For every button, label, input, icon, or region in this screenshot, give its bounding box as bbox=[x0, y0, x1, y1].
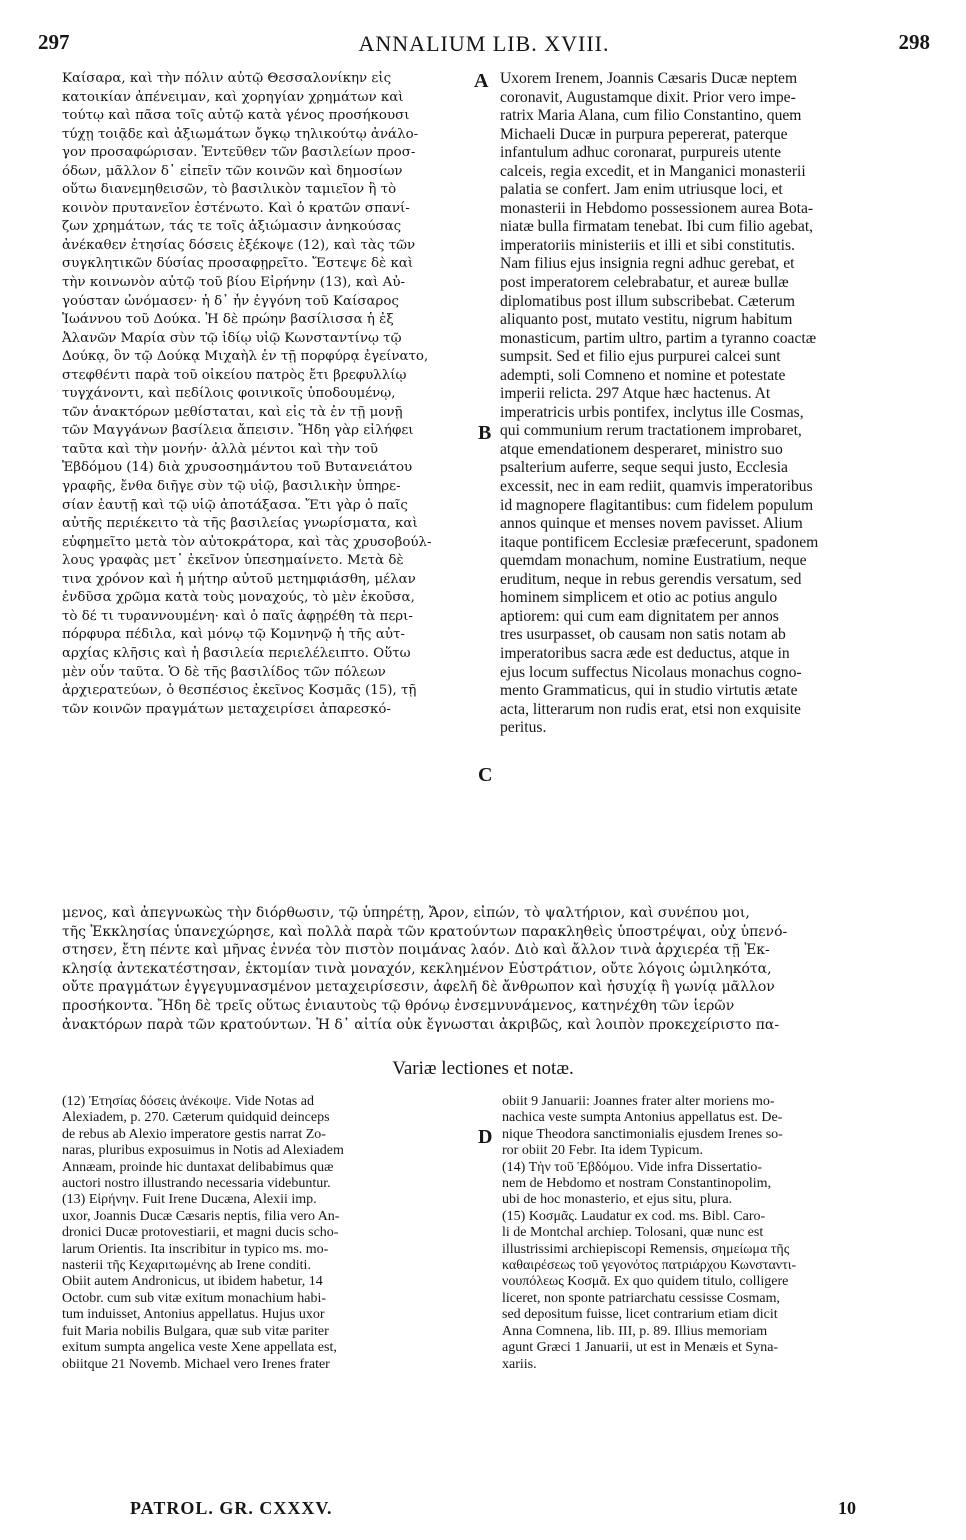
note-line: nasterii τῆς Κεχαριτωμένης ab Irene conditi. bbox=[62, 1258, 311, 1274]
greek-full-width-line: ἀνακτόρων παρὰ τῶν κρατούντων. Ἡ δ᾽ αἰτία οὐκ ἔγνωσται ἀκριβῶς, καὶ λοιπὸν προκεχείριστο πα- bbox=[62, 1016, 780, 1033]
greek-text-line: Ἰωάννου τοῦ Δούκα. Ἡ δὲ πρώην βασίλισσα ἡ ἐξ bbox=[62, 312, 394, 328]
latin-text-line: Nam filius ejus insignia regni adhuc gerebat, et bbox=[500, 255, 795, 273]
note-line: Obiit autem Andronicus, ut ibidem habetur, 14 bbox=[62, 1274, 323, 1290]
greek-full-width-line: κλησίᾳ ἀντεκατέστησαν, ἐκτομίαν τινὰ μοναχόν, κεκλημένον Εὐστράτιον, οὔτε λόγοις ὡμιληκότα, bbox=[62, 960, 772, 977]
notes-left-column bbox=[62, 1094, 474, 1484]
latin-text-line: excessit, nec in eam rediit, quamvis imperatoribus bbox=[500, 478, 813, 496]
greek-text-line: Ἑβδόμου (14) διὰ χρυσοσημάντου τοῦ Βυτανειάτου bbox=[62, 460, 413, 476]
note-line: Anna Comnena, lib. III, p. 89. Illius memoriam bbox=[502, 1323, 768, 1339]
note-line: exitum sumpta angelica veste Xene appellata est, bbox=[62, 1340, 337, 1356]
latin-text-column bbox=[500, 70, 930, 905]
latin-text-line: imperatoribus sacra æde est deductus, atque in bbox=[500, 644, 790, 662]
greek-text-line: ἀνέκαθεν ἐτησίας δόσεις ἐξέκοψε (12), καὶ τὰς τῶν bbox=[62, 237, 416, 253]
latin-text-line: tres usurpasset, ob causam non satis notam ab bbox=[500, 626, 786, 644]
latin-text-line: peritus. bbox=[500, 719, 547, 737]
latin-text-line: calceis, regia excedit, et in Manganici monasterii bbox=[500, 162, 806, 180]
latin-text-line: itaque pontificem Ecclesiæ præfecerunt, spadonem bbox=[500, 533, 819, 551]
section-marker-b: B bbox=[478, 422, 492, 444]
greek-full-width-line: οὔτε πραγμάτων ἐγγεγυμνασμένον μεταχειρίσεσιν, ἀφελῆ δὲ ἄνθρωπον καὶ ἡσυχίᾳ ἢ γωνίᾳ μᾶλλον bbox=[62, 979, 775, 996]
notes-heading: Variæ lectiones et notæ. bbox=[392, 1058, 574, 1079]
footer-signature: 10 bbox=[838, 1498, 856, 1518]
greek-text-line: γον προσαφώρισαν. Ἐντεῦθεν τῶν βασιλείων προσ- bbox=[62, 145, 416, 161]
note-line: liceret, non sponte patriarchatu cessisse Cosmam, bbox=[502, 1290, 780, 1306]
latin-text-line: monasticum, partim ultro, partim a tyranno coactæ bbox=[500, 329, 817, 347]
greek-full-width-text bbox=[62, 904, 932, 1034]
note-line: Annæam, proinde hic duntaxat delibabimus quæ bbox=[62, 1159, 334, 1175]
greek-text-line: τύχῃ τοιᾷδε καὶ ἀξιωμάτων ὄγκῳ τηλικούτῳ ἀνάλο- bbox=[62, 126, 419, 142]
greek-text-line: γραφῆς, ἔνθα διῆγε σὺν τῷ υἱῷ, βασιλικὴν ὑπηρε- bbox=[62, 479, 401, 495]
latin-text-line: imperii relicta. 297 Atque hæc hactenus. At bbox=[500, 385, 771, 403]
note-line: obiit 9 Januarii: Joannes frater alter moriens mo- bbox=[502, 1094, 775, 1109]
greek-text-line: αρχίας κλῆσις καὶ ἡ βασιλεία περιελέλειπτο. Οὕτω bbox=[62, 645, 411, 661]
greek-text-line: Ἀλανῶν Μαρία σὺν τῷ ἰδίῳ υἱῷ Κωνσταντίνῳ τῷ bbox=[62, 330, 402, 346]
latin-text-line: post imperatorem celebrabatur, et aureæ bullæ bbox=[500, 274, 789, 292]
note-line: Octobr. cum sub vitæ exitum monachium habi- bbox=[62, 1290, 327, 1306]
note-line: naras, pluribus exposuimus in Notis ad Alexiadem bbox=[62, 1143, 344, 1159]
greek-text-line: ἐνδῦσα χρῶμα κατὰ τοὺς μοναχούς, τὸ μὲν ἑκοῦσα, bbox=[62, 590, 415, 606]
latin-text-line: aptiorem: qui cum eam dignitatem per annos bbox=[500, 607, 779, 625]
latin-text-line: Uxorem Irenem, Joannis Cæsaris Ducæ neptem bbox=[500, 70, 798, 87]
note-line: fuit Maria nobilis Bulgara, quæ sub vitæ pariter bbox=[62, 1323, 329, 1339]
greek-text-line: ἀρχιερατεύων, ὁ θεσπέσιος ἐκεῖνος Κοσμᾶς (15), τῇ bbox=[62, 683, 417, 699]
greek-text-line: σίαν ἑαυτῇ καὶ τῷ υἱῷ ἀποτάξασα. Ἔτι γὰρ ὁ παῖς bbox=[62, 497, 408, 513]
note-line: illustrissimi archiepiscopi Remensis, σημείωμα τῆς bbox=[502, 1241, 790, 1257]
note-line: auctori nostro illustrando necessaria videbuntur. bbox=[62, 1176, 331, 1192]
notes-right-column bbox=[502, 1094, 930, 1484]
note-line: larum Orientis. Ita inscribitur in typico ms. mo- bbox=[62, 1241, 329, 1257]
latin-text-line: quemdam monachum, nomine Eustratium, neque bbox=[500, 552, 807, 570]
note-line: dronici Ducæ protovestiarii, et magni ducis scho- bbox=[62, 1225, 339, 1241]
latin-text-line: imperatricis urbis pontifex, inclytus ille Cosmas, bbox=[500, 403, 804, 421]
greek-text-line: τινα χρόνον καὶ ἡ μήτηρ αὐτοῦ μετημφιάσθη, μέλαν bbox=[62, 571, 416, 587]
greek-text-line: τυγχάνοντι, καὶ πεδίλοις φοινικοῖς ὑποδουμένῳ, bbox=[62, 386, 396, 402]
greek-text-line: γούσταν ὠνόμασεν· ἡ δ᾽ ἦν ἐγγόνη τοῦ Καίσαρος bbox=[62, 293, 399, 309]
latin-text-line: imperatoriis ministeriis et illi et sibi constitutis. bbox=[500, 236, 795, 254]
greek-text-line: τῶν Μαγγάνων βασίλεια ἄπεισιν. Ἤδη γὰρ εἰλήφει bbox=[62, 423, 414, 439]
greek-text-line: κατοικίαν ἀπένειμαν, καὶ χορηγίαν χρημάτων καὶ bbox=[62, 89, 404, 105]
note-line: ubi de hoc monasterio, et ejus situ, plura. bbox=[502, 1192, 733, 1208]
greek-text-line: ζων χρημάτων, τάς τε τοῖς ἀξιώμασιν ἀνηκούσας bbox=[62, 219, 402, 235]
note-line: nique Theodora sanctimonialis ejusdem Irenes so- bbox=[502, 1126, 783, 1142]
running-title: ANNALIUM LIB. XVIII. bbox=[358, 31, 610, 56]
note-line: agunt Græci 1 Januarii, ut est in Menæis et Syna- bbox=[502, 1340, 779, 1356]
greek-text-line: τῶν ἀνακτόρων μεθίσταται, καὶ εἰς τὰ ἐν τῇ μονῇ bbox=[62, 404, 403, 420]
greek-text-line: Δούκᾳ, ὃν τῷ Δούκᾳ Μιχαὴλ ἐν τῇ πορφύρᾳ ἐγείνατο, bbox=[62, 349, 429, 365]
greek-text-line: Καίσαρα, καὶ τὴν πόλιν αὐτῷ Θεσσαλονίκην εἰς bbox=[62, 71, 392, 86]
latin-text-line: aliquanto post, mutato vestitu, nigrum habitum bbox=[500, 311, 793, 329]
greek-text-line: πόρφυρα πέδιλα, καὶ μόνῳ τῷ Κομνηνῷ ἡ τῆς αὐτ- bbox=[62, 627, 405, 643]
page-footer bbox=[130, 1498, 856, 1526]
note-line: nem de Hebdomo et nostram Constantinopolim, bbox=[502, 1176, 772, 1192]
page-number-left: 297 bbox=[38, 30, 70, 54]
note-line: tum induisset, Antonius appellatus. Hujus uxor bbox=[62, 1307, 325, 1323]
note-line: nachica veste sumpta Antonius appellatus est. De- bbox=[502, 1110, 783, 1126]
note-line: (12) Ἐτησίας δόσεις ἀνέκοψε. Vide Notas ad bbox=[62, 1094, 314, 1109]
latin-text-line: sumpsit. Sed et filio ejus purpurei calcei sunt bbox=[500, 348, 781, 366]
section-marker-c: C bbox=[478, 764, 493, 786]
greek-text-line: εὐφημεῖτο μετὰ τὸν αὐτοκράτορα, καὶ τὰς χρυσοβούλ- bbox=[62, 534, 432, 550]
greek-full-width-line: προσήκοντα. Ἤδη δὲ τρεῖς οὕτως ἐνιαυτοὺς τῷ θρόνῳ ἐνσεμνυνάμενος, κατηνέχθη τῶν ἱερῶν bbox=[62, 997, 735, 1014]
note-line: sed depositum fuisse, licet contrarium etiam dicit bbox=[502, 1307, 778, 1323]
latin-text-line: atque emendationem desperaret, ministro suo bbox=[500, 440, 783, 458]
greek-text-line: μὲν οὖν ταῦτα. Ὁ δὲ τῆς βασιλίδος τῶν πόλεων bbox=[62, 664, 386, 680]
latin-text-line: ejus locum suffectus Nicolaus monachus cogno- bbox=[500, 663, 802, 681]
latin-text-line: diplomatibus post illum subscribebat. Cæterum bbox=[500, 292, 795, 310]
note-line: obiitque 21 Novemb. Michael vero Irenes frater bbox=[62, 1356, 330, 1372]
latin-text-line: Michaeli Ducæ in purpura pepererat, paterque bbox=[500, 125, 788, 143]
latin-text-line: coronavit, Augustamque dixit. Prior vero impe- bbox=[500, 88, 796, 106]
note-line: καθαιρέσεως τοῦ γεγονότος πατριάρχου Κωνσταντι- bbox=[502, 1258, 797, 1274]
note-line: (15) Κοσμᾶς. Laudatur ex cod. ms. Bibl. Caro- bbox=[502, 1208, 766, 1224]
greek-text-line: τὸ δέ τι τυραννουμένη· καὶ ὁ παῖς ἀφῃρέθη τὰ περι- bbox=[62, 608, 413, 624]
latin-text-line: adempti, soli Comneno et nomine et potestate bbox=[500, 366, 786, 384]
note-line: (14) Τὴν τοῦ Ἑβδόμου. Vide infra Dissertatio- bbox=[502, 1159, 763, 1175]
greek-text-line: λους γραφὰς μετ᾽ ἐκεῖνον ὑπεσημαίνετο. Μετὰ δὲ bbox=[62, 553, 404, 569]
latin-text-line: hominem simplicem et otio ac potius angulo bbox=[500, 589, 778, 607]
greek-text-line: ταῦτα καὶ τὴν μονήν· ἀλλὰ μέντοι καὶ τὴν τοῦ bbox=[62, 441, 379, 457]
latin-text-line: monasterii in Hebdomo possessionem aurea Bota- bbox=[500, 199, 814, 217]
latin-text-line: niatæ bulla firmatam tenebat. Ibi cum filio agebat, bbox=[500, 218, 814, 236]
note-line: ror obiit 20 Febr. Ita idem Typicum. bbox=[502, 1143, 703, 1159]
latin-text-line: ratrix Maria Alana, cum filio Constantino, quem bbox=[500, 107, 802, 125]
note-line: Alexiadem, p. 270. Cæterum quidquid deinceps bbox=[62, 1110, 330, 1126]
greek-text-line: στεφθέντι παρὰ τοῦ οἰκείου πατρὸς ἔτι βρεφυλλίῳ bbox=[62, 367, 407, 383]
page-number-right: 298 bbox=[898, 30, 930, 54]
greek-text-line: όδων, μᾶλλον δ᾽ εἰπεῖν τῶν κοινῶν καὶ δημοσίων bbox=[62, 163, 403, 179]
note-line: li de Montchal archiep. Tolosani, quæ nunc est bbox=[502, 1225, 764, 1241]
latin-text-line: qui communium rerum tractationem improbaret, bbox=[500, 422, 802, 440]
section-marker-a: A bbox=[474, 70, 489, 92]
greek-full-width-line: στησεν, ἔτη πέντε καὶ μῆνας ἐννέα τὸν πιστὸν ποιμάνας λαόν. Διὸ καὶ ἄλλον τινὰ ἀρχιερέα τῇ Ἐκ- bbox=[62, 942, 770, 959]
latin-text-line: infantulum adhuc coronarat, purpureis utente bbox=[500, 144, 782, 162]
greek-full-width-line: τῆς Ἐκκλησίας ὑπανεχώρησε, καὶ πολλὰ παρὰ τῶν κρατούντων παρακληθεὶς ὑποστρέψαι, οὐχ ὑπενό- bbox=[62, 923, 788, 940]
latin-text-line: mento Grammaticus, qui in studio virtutis ætate bbox=[500, 682, 798, 700]
greek-text-column bbox=[62, 70, 480, 905]
running-head bbox=[38, 30, 930, 58]
greek-text-line: κοινὸν πρυτανεῖον ἐστένωτο. Καὶ ὁ κρατῶν σπανί- bbox=[62, 200, 410, 216]
section-marker-d: D bbox=[478, 1126, 493, 1148]
latin-text-line: acta, litterarum non rudis erat, etsi non exquisite bbox=[500, 700, 801, 718]
latin-text-line: psalterium auferre, seque sequi justo, Ecclesia bbox=[500, 459, 788, 477]
note-line: νουπόλεως Κοσμᾶ. Ex quo quidem titulo, colligere bbox=[502, 1274, 789, 1290]
greek-text-line: τούτῳ καὶ πᾶσα τοῖς αὐτῷ κατὰ γένος προσήκουσι bbox=[62, 108, 410, 124]
note-line: (13) Εἰρήνην. Fuit Irene Ducæna, Alexii imp. bbox=[62, 1192, 317, 1208]
greek-text-line: οὕτω διανεμηθεισῶν, τὸ βασιλικὸν ταμιεῖον ἢ τὸ bbox=[62, 182, 397, 198]
note-line: de rebus ab Alexio imperatore gestis narrat Zo- bbox=[62, 1126, 326, 1142]
greek-text-line: τὴν κοινωνὸν αὐτῷ τοῦ βίου Εἰρήνην (13), καὶ Αὐ- bbox=[62, 275, 405, 291]
latin-text-line: eruditum, neque in rebus gerendis versatum, sed bbox=[500, 570, 802, 588]
latin-text-line: palatia se confert. Jam enim utriusque loci, et bbox=[500, 181, 783, 199]
note-line: uxor, Joannis Ducæ Cæsaris neptis, filia vero An- bbox=[62, 1208, 340, 1224]
greek-text-line: τῶν κοινῶν πραγμάτων μεταχειρίσει ἀπαρεσκό- bbox=[62, 701, 391, 717]
greek-full-width-line: μενος, καὶ ἀπεγνωκὼς τὴν διόρθωσιν, τῷ ὑπηρέτῃ, Ἄρον, εἰπών, τὸ ψαλτήριον, καὶ συνέπου μοι, bbox=[62, 905, 750, 921]
greek-text-line: συγκλητικῶν δύσίας προσαφῃρεῖτο. Ἔστεψε δὲ καὶ bbox=[62, 256, 414, 272]
latin-text-line: annos quinque et menses novem pavisset. Alium bbox=[500, 515, 803, 533]
latin-text-line: id magnopere flagitantibus: cum fidelem populum bbox=[500, 496, 814, 514]
greek-text-line: αὐτῆς περιέκειτο τὰ τῆς βασιλείας γνωρίσματα, καὶ bbox=[62, 516, 418, 532]
note-line: xariis. bbox=[502, 1356, 537, 1372]
footer-series: PATROL. GR. CXXXV. bbox=[130, 1498, 333, 1518]
